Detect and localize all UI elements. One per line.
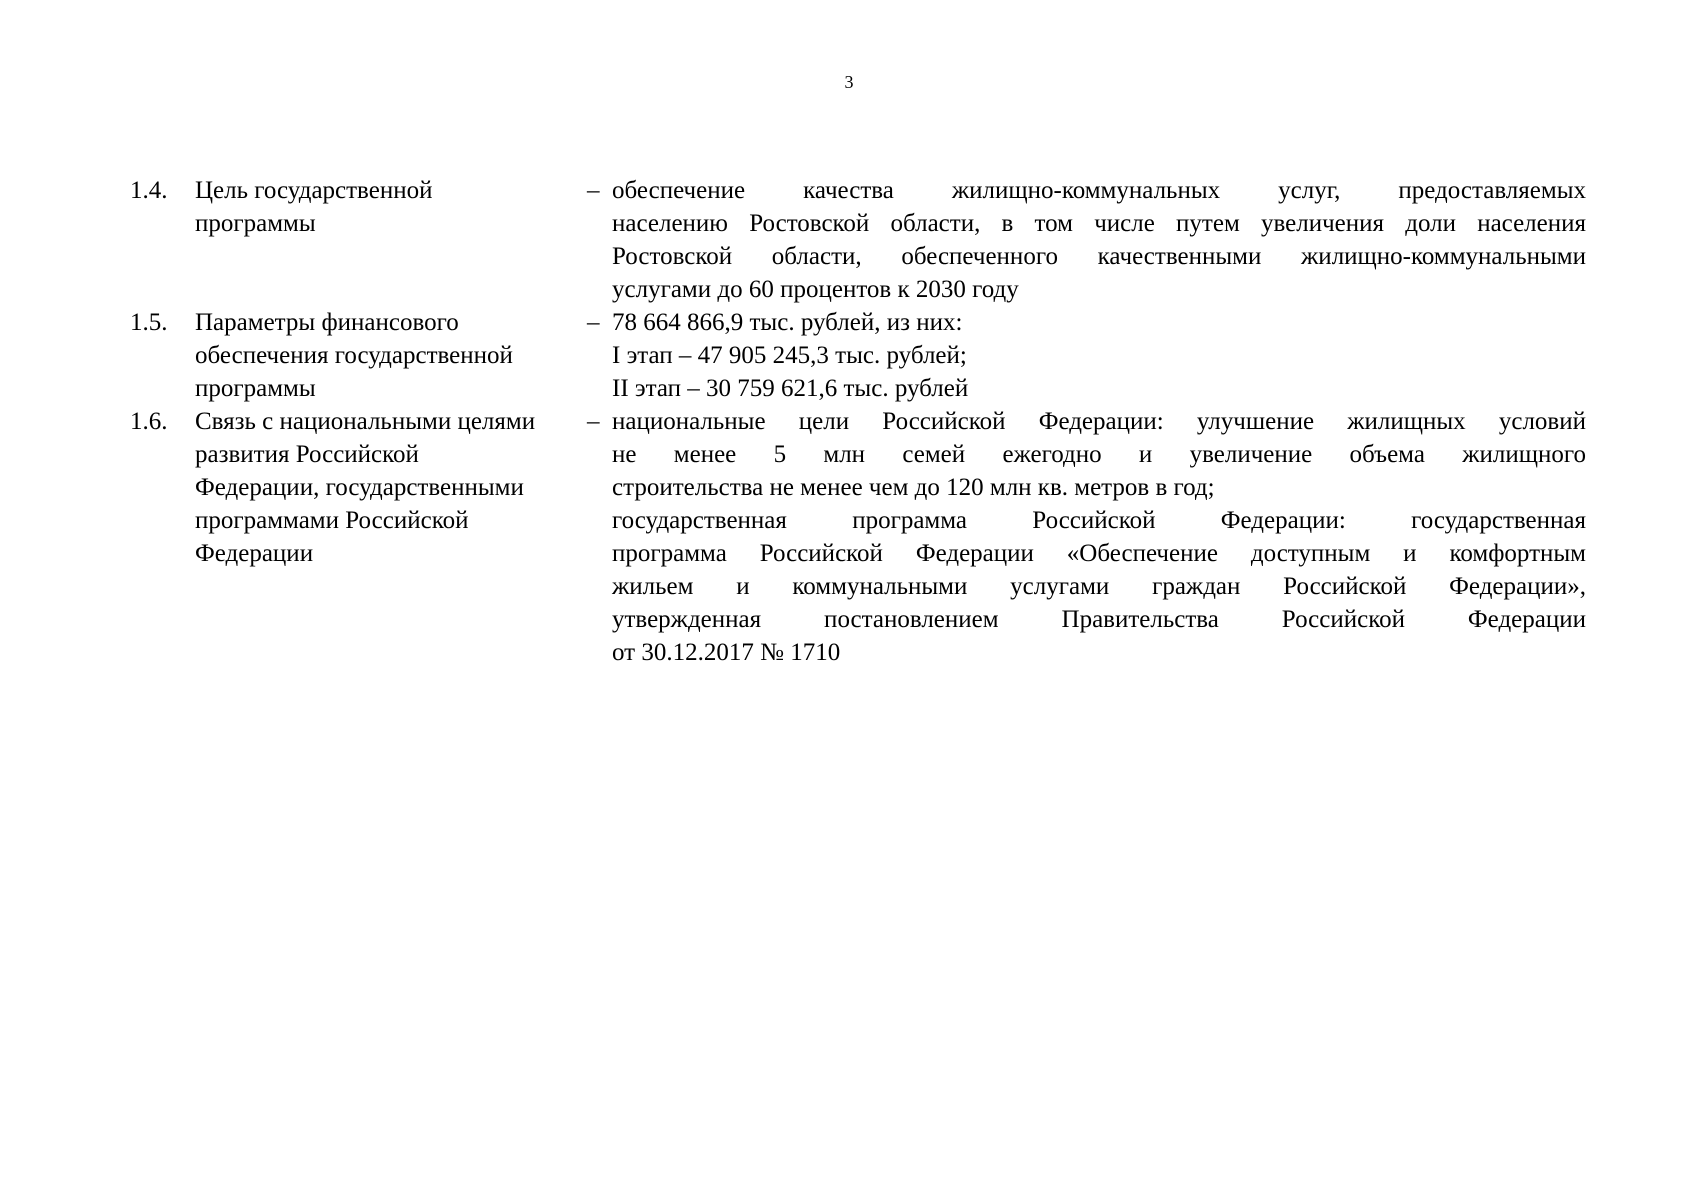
label-line: развития Российской — [195, 441, 419, 468]
label-line: Федерации, государственными — [195, 474, 524, 501]
value-line: утвержденная постановлением Правительства Российской Федерации — [612, 606, 1586, 633]
value-line: от 30.12.2017 № 1710 — [612, 639, 841, 666]
row-dash: – — [587, 408, 600, 435]
passport-row-financing — [130, 306, 1586, 405]
value-line: жильем и коммунальными услугами граждан Российской Федерации», — [612, 573, 1586, 600]
value-line: 78 664 866,9 тыс. рублей, из них: — [612, 309, 963, 336]
label-line: программы — [195, 210, 316, 237]
value-line: государственная программа Российской Федерации: государственная — [612, 507, 1586, 534]
label-line: Параметры финансового — [195, 309, 459, 336]
row-label — [195, 306, 585, 405]
row-label — [195, 174, 585, 240]
row-number: 1.5. — [130, 309, 168, 336]
passport-row-goal — [130, 174, 1586, 306]
value-line: I этап – 47 905 245,3 тыс. рублей; — [612, 342, 967, 369]
value-line: II этап – 30 759 621,6 тыс. рублей — [612, 375, 969, 402]
value-line: услугами до 60 процентов к 2030 году — [612, 276, 1019, 303]
value-line: населению Ростовской области, в том числе путем увеличения доли населения — [612, 210, 1586, 237]
value-line: обеспечение качества жилищно-коммунальных услуг, предоставляемых — [612, 177, 1586, 204]
row-dash: – — [587, 177, 600, 204]
value-line: программа Российской Федерации «Обеспечение доступным и комфортным — [612, 540, 1586, 567]
value-line: не менее 5 млн семей ежегодно и увеличение объема жилищного — [612, 441, 1586, 468]
row-value — [612, 306, 1586, 405]
program-passport-table — [130, 174, 1586, 669]
label-line: программами Российской — [195, 507, 469, 534]
passport-row-national-goals — [130, 405, 1586, 669]
value-line: строительства не менее чем до 120 млн кв. метров в год; — [612, 474, 1215, 501]
value-line: Ростовской области, обеспеченного качественными жилищно-коммунальными — [612, 243, 1586, 270]
label-line: Федерации — [195, 540, 314, 567]
value-line: национальные цели Российской Федерации: улучшение жилищных условий — [612, 408, 1586, 435]
row-dash: – — [587, 309, 600, 336]
row-value — [612, 405, 1586, 669]
label-line: Связь с национальными целями — [195, 408, 536, 435]
row-number: 1.6. — [130, 408, 168, 435]
page-number: 3 — [844, 72, 854, 92]
label-line: программы — [195, 375, 316, 402]
row-label — [195, 405, 585, 570]
label-line: Цель государственной — [195, 177, 433, 204]
label-line: обеспечения государственной — [195, 342, 513, 369]
row-number: 1.4. — [130, 177, 168, 204]
row-value — [612, 174, 1586, 306]
